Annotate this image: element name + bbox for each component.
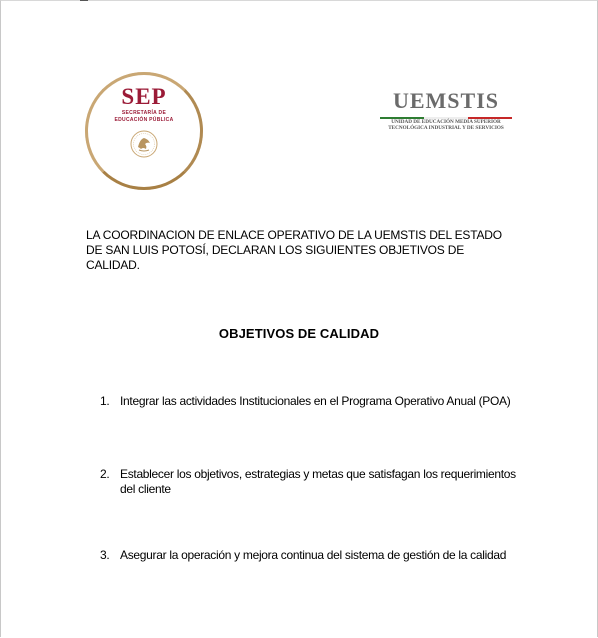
objective-number: 1. — [100, 394, 110, 408]
sep-logo — [85, 72, 203, 190]
sep-logo-subtitle — [85, 110, 203, 124]
objective-number: 3. — [100, 548, 110, 562]
intro-paragraph: LA COORDINACION DE ENLACE OPERATIVO DE LA UEMSTIS DEL ESTADO DE SAN LUIS POTOSÍ, DECLARAN LOS SIGUIENTES OBJETIVOS DE CALIDAD. — [86, 228, 502, 272]
sep-logo-subtitle-line1: SECRETARÍA DE — [121, 110, 167, 116]
uemstis-logo-subtitle — [372, 119, 520, 131]
objective-text: Integrar las actividades Institucionales en el Programa Operativo Anual (POA) — [120, 394, 511, 408]
uemstis-logo-subtitle-line2: TECNOLÓGICA INDUSTRIAL Y DE SERVICIOS — [388, 125, 504, 131]
uemstis-logo-subtitle-line1: UNIDAD DE EDUCACIÓN MEDIA SUPERIOR — [391, 119, 501, 125]
sep-logo-subtitle-line2: EDUCACIÓN PÚBLICA — [114, 117, 174, 123]
objective-number: 2. — [100, 467, 110, 481]
uemstis-logo — [372, 88, 520, 138]
page-top-mark — [80, 0, 88, 1]
sep-logo-title: SEP — [121, 84, 167, 109]
objective-text: Asegurar la operación y mejora continua del sistema de gestión de la calidad — [120, 548, 507, 562]
uemstis-logo-title: UEMSTIS — [392, 88, 500, 113]
objective-text: Establecer los objetivos, estrategias y metas que satisfagan los requerimientos del cliente — [120, 467, 516, 496]
section-heading: OBJETIVOS DE CALIDAD — [218, 326, 380, 341]
mexican-eagle-emblem-icon — [129, 129, 159, 159]
